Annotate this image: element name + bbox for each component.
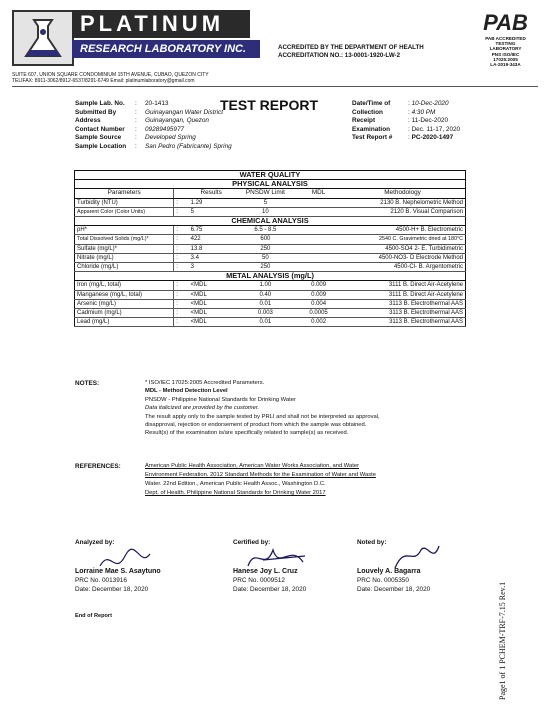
signatory-name: Louvely A. Bagarra xyxy=(357,568,421,575)
signature-icon xyxy=(243,542,313,574)
limit-cell: 600 xyxy=(234,235,297,244)
method-cell: 3113 B. Electrothermal AAS xyxy=(340,309,465,318)
param-cell: Sulfate (mg/L)* xyxy=(75,244,174,253)
mdl-cell: 0.004 xyxy=(297,299,340,308)
signatory-heading: Certified by: xyxy=(233,539,271,546)
pab-line: PAB ACCREDITED xyxy=(485,36,526,41)
param-cell: Lead (mg/L) xyxy=(75,318,174,327)
info-row: Address : Guinayangan, Quezon xyxy=(75,117,209,125)
company-logo xyxy=(12,10,74,66)
info-value: 4:30 PM xyxy=(411,108,436,116)
info-key: Address xyxy=(75,117,101,125)
info-key: Sample Lab. No. xyxy=(75,100,125,107)
table-row: Sulfate (mg/L)* : 13.8 250 4500-SO4 2- E. Turbidimetric xyxy=(75,244,466,253)
limit-cell: 5 xyxy=(234,198,297,207)
pab-line: TESTING xyxy=(495,41,516,47)
info-row: Test Report # : PC-2020-1497 xyxy=(352,134,454,142)
col-results: Results xyxy=(189,189,234,198)
water-quality-heading: WATER QUALITY xyxy=(75,171,466,180)
note-line: PNSDW - Philippine National Standards for Drinking Water xyxy=(145,396,296,403)
pab-line: PNS ISO/IEC xyxy=(491,51,520,57)
physical-analysis-heading: PHYSICAL ANALYSIS xyxy=(75,180,466,189)
method-cell: 3113 B. Electrothermal AAS xyxy=(340,299,465,308)
mdl-cell: 0.009 xyxy=(297,281,340,290)
note-line: Result(s) of the examination is/are specifically related to sample(s) as received. xyxy=(145,430,349,437)
param-cell: Manganese (mg/L, total) xyxy=(75,290,174,299)
pab-logo-mark: PAB xyxy=(483,10,528,35)
note-line: The result apply only to the sample tested by PRLI and shall not be interpreted as approval, xyxy=(145,413,380,420)
col-method: Methodology xyxy=(340,189,465,198)
info-value: Dec. 11-17, 2020 xyxy=(411,125,461,133)
info-key: Examination xyxy=(352,125,390,133)
limit-cell: 1.00 xyxy=(234,281,297,290)
result-cell: 3 xyxy=(189,263,234,272)
info-row: Contact Number : 09289495977 xyxy=(75,125,185,133)
info-row: Receipt : 11-Dec-2020 xyxy=(352,117,449,125)
limit-cell: 6.5 - 8.5 xyxy=(234,226,297,235)
accreditation-block xyxy=(278,44,424,60)
reference-line: Dept. of Health. Philippine National Standards for Drinking Water 2017 xyxy=(145,490,326,496)
param-cell: Turbidity (NTU) xyxy=(75,198,174,207)
param-cell: Cadmium (mg/L) xyxy=(75,309,174,318)
limit-cell: 0.01 xyxy=(234,299,297,308)
result-cell: <MDL xyxy=(189,299,234,308)
result-cell: 422 xyxy=(189,235,234,244)
column-headers xyxy=(75,189,466,198)
reference-line: Environment Federation. 2012 Standard Methods for the Examination of Water and Waste xyxy=(145,472,376,478)
signatory-heading: Analyzed by: xyxy=(75,539,115,546)
info-row: Sample Source : Developed Spring xyxy=(75,134,196,142)
info-value: 10-Dec-2020 xyxy=(411,100,449,107)
result-cell: <MDL xyxy=(189,318,234,327)
signatory-prc: PRC No. 0005350 xyxy=(357,577,409,584)
note-line: MDL - Method Detection Level xyxy=(145,388,228,395)
param-cell: Apparent Color (Color Units) xyxy=(75,207,174,216)
table-row: Iron (mg/L, total) : <MDL 1.00 0.009 3111 B. Direct Air-Acetylene xyxy=(75,281,466,290)
pab-line: LABORATORY xyxy=(489,46,522,52)
result-cell: 3.4 xyxy=(189,253,234,262)
info-row: Collection : 4:30 PM xyxy=(352,108,436,116)
signatory-name: Hanese Joy L. Cruz xyxy=(233,568,298,575)
col-parameters: Parameters xyxy=(75,189,174,198)
col-limit: PNSDW Limit xyxy=(234,189,297,198)
signatory-prc: PRC No. 0013916 xyxy=(75,577,127,584)
end-of-report: End of Report xyxy=(75,613,112,619)
date-info xyxy=(352,100,460,143)
contact-line: TELIFAX: 8911-3062/8912-6537/8291-6749 Email: platinumlaboratory@gmail.com xyxy=(12,78,195,84)
method-cell: 4500-Cl- B. Argentometric xyxy=(340,263,465,272)
limit-cell: 0.01 xyxy=(234,318,297,327)
info-value: Guinayangan Water District xyxy=(145,108,224,116)
signatory-certified xyxy=(233,538,306,594)
info-row: Submitted By : Guinayangan Water District xyxy=(75,108,224,116)
info-value: San Pedro (Fabricante) Spring xyxy=(145,142,232,150)
result-cell: 6.75 xyxy=(189,226,234,235)
param-cell: Total Dissolved Solids (mg/L)* xyxy=(75,235,174,244)
result-cell: 5 xyxy=(189,207,234,216)
table-row: Cadmium (mg/L) : <MDL 0.003 0.0005 3113 B. Electrothermal AAS xyxy=(75,309,466,318)
table-row: Lead (mg/L) : <MDL 0.01 0.002 3113 B. Electrothermal AAS xyxy=(75,318,466,327)
mdl-cell xyxy=(297,198,340,207)
method-cell: 3111 B. Direct Air-Acetylene xyxy=(340,290,465,299)
mdl-cell xyxy=(297,226,340,235)
info-row: Date/Time of : 10-Dec-2020 xyxy=(352,100,449,107)
reference-line: Water. 22nd Edition., American Public Health Assoc., Washington D.C. xyxy=(145,481,326,487)
header-divider xyxy=(12,86,538,87)
accreditation-line: ACCREDITED BY THE DEPARTMENT OF HEALTH xyxy=(278,44,424,51)
address-line: SUITE 607, UNION SQUARE CONDOMINIUM 15TH AVENUE, CUBAO, QUEZON CITY xyxy=(12,72,209,78)
param-cell: pH* xyxy=(75,226,174,235)
info-value: Developed Spring xyxy=(145,134,196,142)
method-cell: 2130 B. Nephelometric Method xyxy=(340,198,465,207)
mdl-cell xyxy=(297,244,340,253)
note-line: disapproval, rejection or endorsement of product from which the sample was obtained. xyxy=(145,422,367,429)
accreditation-number: ACCREDITATION NO.: 13-0001-1920-LW-2 xyxy=(278,52,401,59)
signatory-prc: PRC No. 0009512 xyxy=(233,577,285,584)
mdl-cell xyxy=(297,235,340,244)
signatory-noted xyxy=(357,538,430,594)
method-cell: 4500-SO4 2- E. Turbidimetric xyxy=(340,244,465,253)
report-title: TEST REPORT xyxy=(220,97,319,113)
param-cell: Arsenic (mg/L) xyxy=(75,299,174,308)
result-cell: <MDL xyxy=(189,290,234,299)
pab-line: LA-2019-343A xyxy=(490,62,521,68)
signatory-date: Date: December 18, 2020 xyxy=(357,586,431,593)
metal-analysis-heading: METAL ANALYSIS (mg/L) xyxy=(75,272,466,281)
signatory-date: Date: December 18, 2020 xyxy=(233,586,307,593)
table-row: Chloride (mg/L) : 3 250 4500-Cl- B. Argentometric xyxy=(75,263,466,272)
table-row: Total Dissolved Solids (mg/L)* : 422 600 2540 C. Gravimetric dried at 180°C xyxy=(75,235,466,244)
note-line: * ISO/IEC 17025:2005 Accredited Parameters. xyxy=(145,380,265,386)
result-cell: 13.8 xyxy=(189,244,234,253)
mdl-cell: 0.0005 xyxy=(297,309,340,318)
method-cell: 4500-NO3- D Electrode Method xyxy=(340,253,465,262)
info-value: PC-2020-1497 xyxy=(411,134,454,142)
table-row: Turbidity (NTU) : 1.29 5 2130 B. Nephelometric Method xyxy=(75,198,466,207)
method-cell: 2540 C. Gravimetric dried at 180°C xyxy=(340,235,465,244)
info-key: Submitted By xyxy=(75,108,117,116)
result-cell: <MDL xyxy=(189,281,234,290)
info-value: 11-Dec-2020 xyxy=(411,117,449,125)
info-value: 20-1413 xyxy=(145,100,169,107)
method-cell: 2120 B. Visual Comparison xyxy=(340,207,465,216)
info-key: Date/Time of xyxy=(352,100,391,107)
method-cell: 3113 B. Electrothermal AAS xyxy=(340,318,465,327)
col-mdl: MDL xyxy=(297,189,340,198)
info-key: Test Report # xyxy=(352,134,393,142)
info-key: Sample Source xyxy=(75,134,122,142)
table-row: Nitrate (mg/L) : 3.4 50 4500-NO3- D Electrode Method xyxy=(75,253,466,262)
brand-subtitle: RESEARCH LABORATORY INC. xyxy=(72,40,260,58)
signatory-date: Date: December 18, 2020 xyxy=(75,586,149,593)
info-key: Collection xyxy=(352,108,383,116)
table-row: pH* : 6.75 6.5 - 8.5 4500-H+ B. Electrometric xyxy=(75,226,466,235)
table-row: Arsenic (mg/L) : <MDL 0.01 0.004 3113 B. Electrothermal AAS xyxy=(75,299,466,308)
method-cell: 3111 B. Direct Air-Acetylene xyxy=(340,281,465,290)
mdl-cell: 0.002 xyxy=(297,318,340,327)
notes-block xyxy=(145,379,475,438)
table-row: Apparent Color (Color Units) : 5 10 2120 B. Visual Comparison xyxy=(75,207,466,216)
info-key: Contact Number xyxy=(75,125,125,133)
limit-cell: 50 xyxy=(234,253,297,262)
signatory-heading: Noted by: xyxy=(357,539,387,546)
method-cell: 4500-H+ B. Electrometric xyxy=(340,226,465,235)
param-cell: Chloride (mg/L) xyxy=(75,263,174,272)
limit-cell: 0.003 xyxy=(234,309,297,318)
info-row: Examination : Dec. 11-17, 2020 xyxy=(352,125,461,133)
table-row: Manganese (mg/L, total) : <MDL 0.40 0.009 3111 B. Direct Air-Acetylene xyxy=(75,290,466,299)
info-value: 09289495977 xyxy=(145,125,185,133)
company-address xyxy=(12,72,209,84)
form-code: Page1 of 1 PCHEM-TRF-7.15 Rev.1 xyxy=(498,581,507,700)
notes-label: NOTES: xyxy=(75,380,100,387)
signature-icon xyxy=(95,546,155,574)
mdl-cell: 0.009 xyxy=(297,290,340,299)
pab-accreditation-badge xyxy=(468,10,543,67)
flask-logo-icon xyxy=(14,12,72,64)
limit-cell: 250 xyxy=(234,263,297,272)
chemical-analysis-heading: CHEMICAL ANALYSIS xyxy=(75,217,466,226)
info-key: Receipt xyxy=(352,117,376,125)
info-key: Sample Location xyxy=(75,142,127,150)
references-block xyxy=(145,462,465,498)
signatory-name: Lorraine Mae S. Asaytuno xyxy=(75,568,161,575)
references-label: REFERENCES: xyxy=(75,463,121,470)
limit-cell: 10 xyxy=(234,207,297,216)
limit-cell: 0.40 xyxy=(234,290,297,299)
signatory-analyzed xyxy=(75,538,161,594)
result-cell: <MDL xyxy=(189,309,234,318)
note-line: Data italicized are provided by the customer. xyxy=(145,405,260,412)
pab-line: 17025:2005 xyxy=(493,56,518,62)
result-cell: 1.29 xyxy=(189,198,234,207)
signature-icon xyxy=(387,540,447,572)
mdl-cell xyxy=(297,253,340,262)
param-cell: Iron (mg/L, total) xyxy=(75,281,174,290)
sample-info xyxy=(75,100,232,152)
param-cell: Nitrate (mg/L) xyxy=(75,253,174,262)
brand-name: PLATINUM xyxy=(72,10,250,38)
info-value: Guinayangan, Quezon xyxy=(145,117,209,125)
limit-cell: 250 xyxy=(234,244,297,253)
reference-line: American Public Health Association, American Water Works Association, and Water xyxy=(145,463,360,469)
info-row: Sample Location : San Pedro (Fabricante) Spring xyxy=(75,142,232,150)
info-row: Sample Lab. No. : 20-1413 xyxy=(75,100,169,107)
results-table xyxy=(74,170,466,327)
